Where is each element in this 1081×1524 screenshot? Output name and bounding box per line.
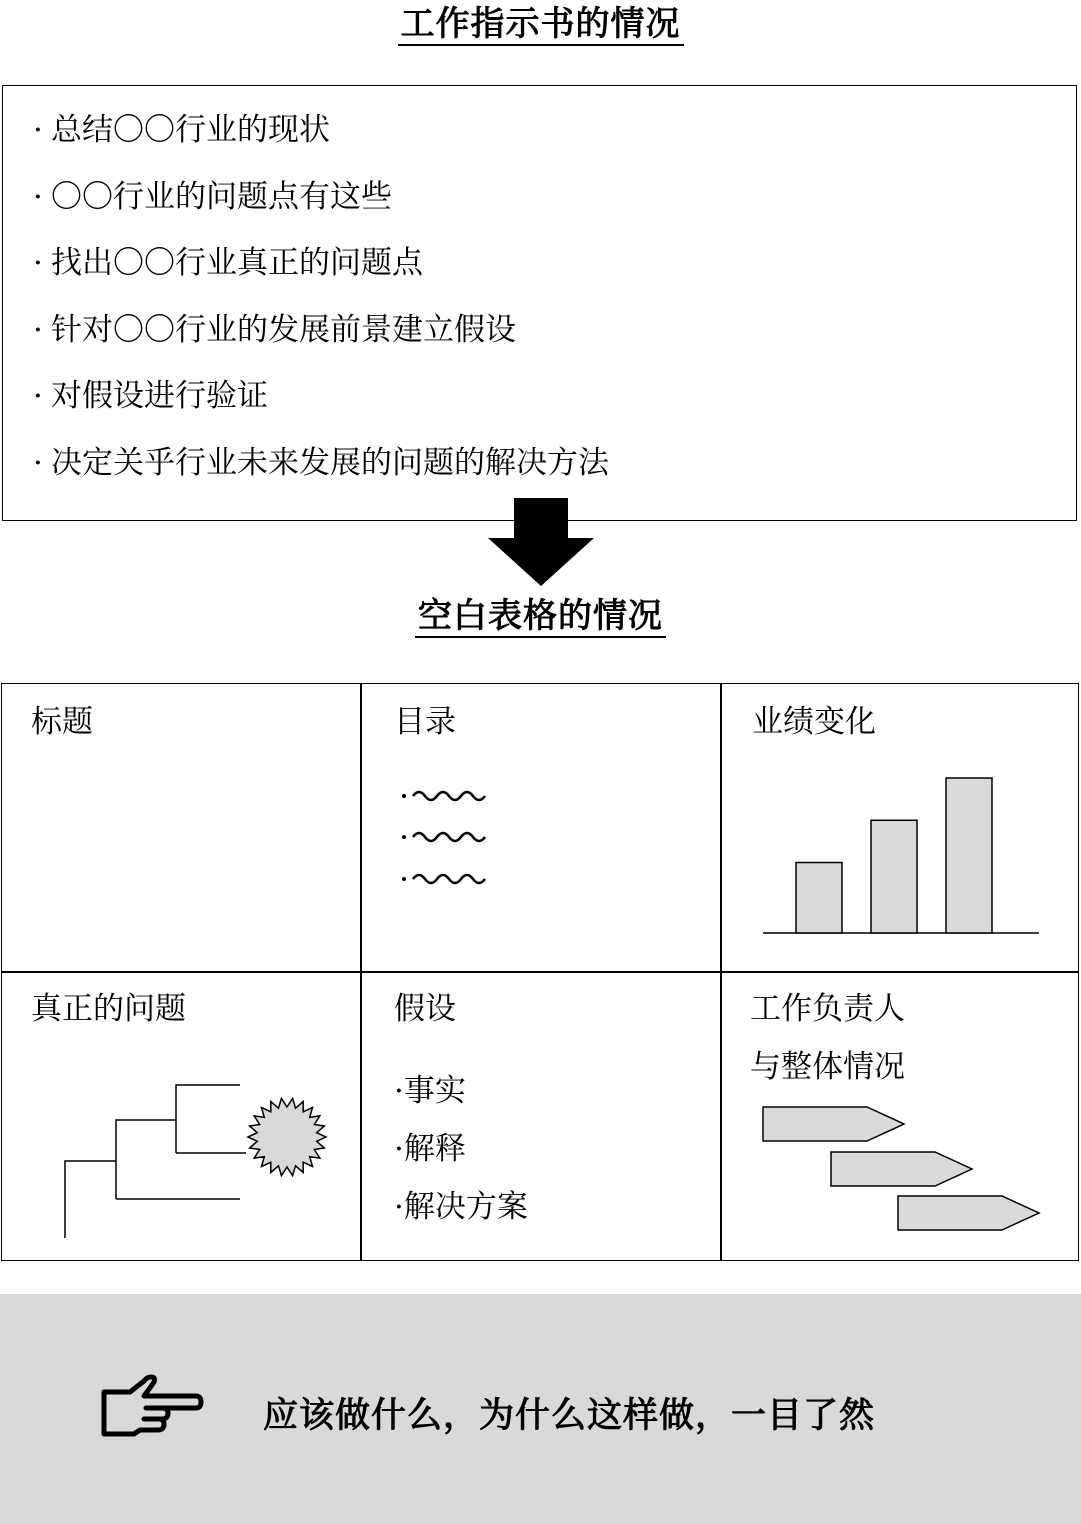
tree-branch xyxy=(116,1120,176,1199)
hypothesis-item: ·解释 xyxy=(394,1131,466,1167)
tree-branch xyxy=(176,1085,240,1153)
instruction-item: · 总结〇〇行业的现状 xyxy=(33,112,330,148)
schedule-arrows xyxy=(721,973,1079,1261)
toc-line xyxy=(413,833,485,841)
hypothesis-item: ·解决方案 xyxy=(394,1189,528,1225)
instruction-title: 工作指示书的情况 xyxy=(0,0,1081,45)
cell-label: 工作负责人 xyxy=(750,991,905,1027)
performance-bar xyxy=(946,778,992,933)
performance-bar xyxy=(871,820,917,933)
cell-label: 真正的问题 xyxy=(31,991,186,1027)
toc-wavy-lines xyxy=(361,684,720,972)
hypothesis-item: ·事实 xyxy=(394,1073,466,1109)
schedule-arrow xyxy=(898,1196,1039,1230)
cell-label: 目录 xyxy=(394,704,456,740)
blank-form-grid xyxy=(1,683,1079,1261)
banner-text: 应该做什么，为什么这样做，一目了然 xyxy=(263,1396,876,1436)
cell-toc xyxy=(361,684,720,972)
starburst-icon xyxy=(248,1098,326,1175)
cell-label: 业绩变化 xyxy=(752,704,876,740)
problem-tree-diagram xyxy=(2,973,361,1261)
toc-line xyxy=(413,875,485,883)
cell-label: 与整体情况 xyxy=(750,1049,905,1085)
pointing-hand-icon xyxy=(100,1374,205,1440)
cell-real-problem xyxy=(2,973,361,1261)
blank-form-title: 空白表格的情况 xyxy=(0,588,1081,637)
instruction-item: · 针对〇〇行业的发展前景建立假设 xyxy=(33,311,516,348)
cell-hypothesis xyxy=(361,973,720,1261)
summary-banner xyxy=(0,1294,1081,1524)
toc-line xyxy=(413,792,485,800)
tree-branch xyxy=(65,1161,116,1238)
instruction-box xyxy=(2,85,1077,521)
instruction-item: · 〇〇行业的问题点有这些 xyxy=(33,178,392,215)
cell-owner xyxy=(721,973,1079,1261)
instruction-item: · 对假设进行验证 xyxy=(33,378,268,415)
cell-performance xyxy=(721,684,1079,972)
performance-bar-chart xyxy=(721,684,1079,972)
down-arrow-icon xyxy=(488,498,594,586)
performance-bar xyxy=(796,863,842,933)
cell-title xyxy=(2,684,361,972)
cell-label: 标题 xyxy=(31,704,93,740)
instruction-item: · 决定关乎行业未来发展的问题的解决方法 xyxy=(33,444,609,481)
instruction-item: · 找出〇〇行业真正的问题点 xyxy=(33,245,423,282)
schedule-arrow xyxy=(831,1152,972,1186)
instruction-list xyxy=(33,108,609,508)
schedule-arrow xyxy=(763,1107,904,1141)
cell-label: 假设 xyxy=(394,991,456,1027)
